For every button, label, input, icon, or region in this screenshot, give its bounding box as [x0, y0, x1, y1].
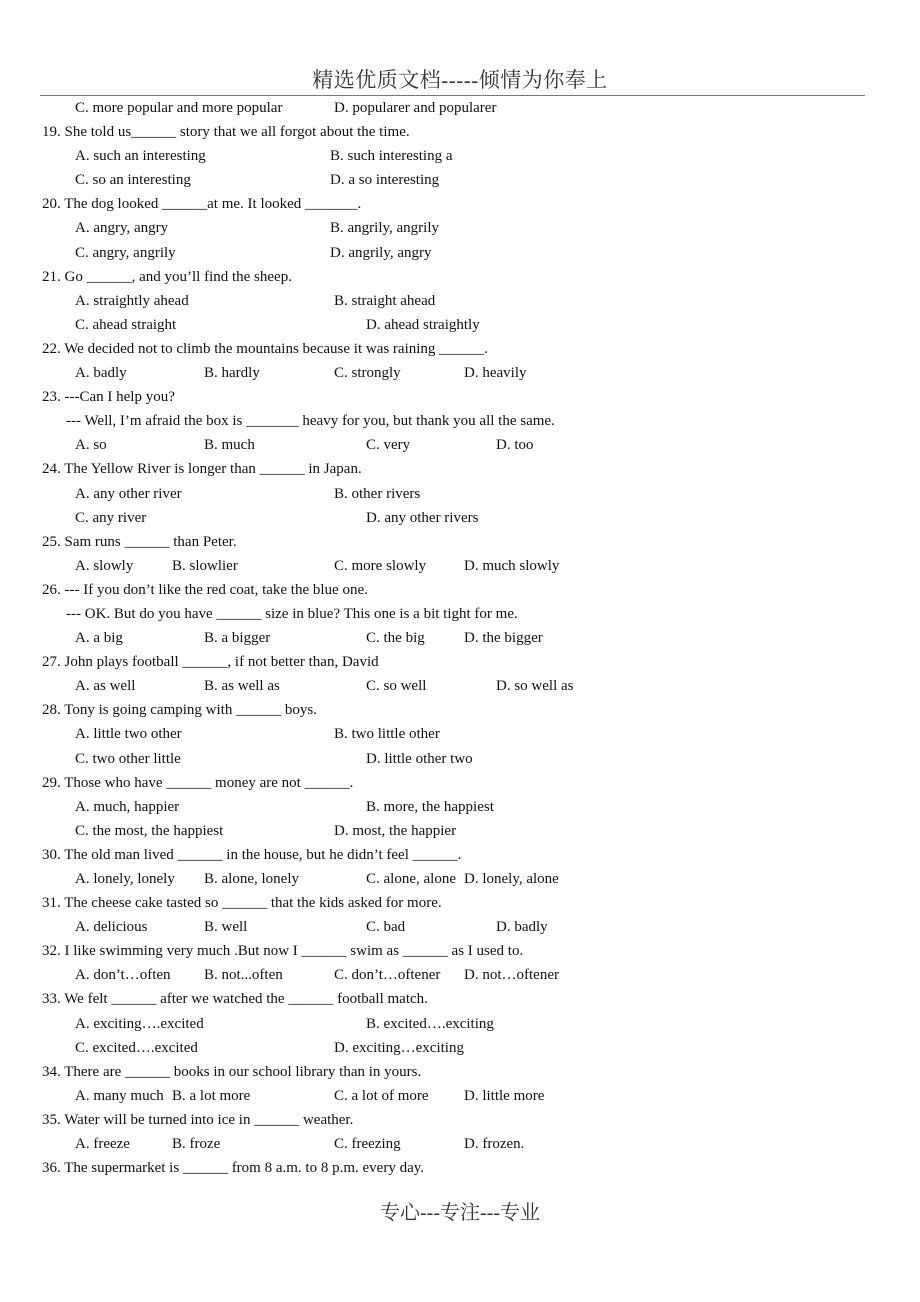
- question-stem-continued: --- Well, I’m afraid the box is _______ heavy for you, but thank you all the same.: [66, 413, 555, 430]
- option-d: D. any other rivers: [366, 509, 479, 526]
- option-a: A. angry, angry: [75, 220, 169, 237]
- options-row: [0, 795, 920, 819]
- question-stem: 24. The Yellow River is longer than ______ in Japan.: [42, 461, 362, 478]
- option-a: A. such an interesting: [75, 148, 206, 165]
- option-b: B. angrily, angrily: [330, 220, 440, 237]
- option-c: C. angry, angrily: [75, 244, 176, 261]
- option-b: B. well: [204, 919, 248, 936]
- option-b: B. alone, lonely: [204, 871, 299, 887]
- question-stem: 22. We decided not to climb the mountains because it was raining ______.: [42, 340, 488, 357]
- option-c: C. so well: [366, 678, 427, 695]
- options-row: [0, 1132, 920, 1156]
- question-stem: 21. Go ______, and you’ll find the sheep.: [42, 268, 292, 285]
- option-d: D. exciting…exciting: [334, 1039, 464, 1056]
- options-row: [0, 963, 920, 987]
- options-row: [0, 867, 920, 891]
- options-row: [0, 506, 920, 530]
- options-row: [0, 241, 920, 265]
- question-stem: 34. There are ______ books in our school library than in yours.: [42, 1063, 422, 1080]
- option-d: D. lonely, alone: [464, 871, 559, 887]
- options-row: [0, 433, 920, 457]
- option-a: A. badly: [75, 365, 127, 382]
- option-d: D. little other two: [366, 750, 473, 767]
- option-d: D. ahead straightly: [366, 316, 480, 333]
- option-c: C. alone, alone: [366, 871, 456, 887]
- option-a: A. freeze: [75, 1136, 130, 1153]
- option-a: A. any other river: [75, 485, 182, 502]
- option-c: C. any river: [75, 509, 147, 526]
- question-stem: 30. The old man lived ______ in the house, but he didn’t feel ______.: [42, 846, 462, 863]
- question-stem: 29. Those who have ______ money are not ______.: [42, 774, 354, 791]
- option-b: B. hardly: [204, 365, 260, 382]
- option-a: A. so: [75, 437, 107, 454]
- question-stem: 20. The dog looked ______at me. It looked _______.: [42, 196, 362, 213]
- option-d: D. not…oftener: [464, 967, 559, 984]
- options-row: [0, 361, 920, 385]
- option-b: B. as well as: [204, 678, 280, 695]
- option-b: B. slowlier: [172, 557, 238, 574]
- option-a: A. straightly ahead: [75, 292, 189, 309]
- option-c: C. the most, the happiest: [75, 822, 224, 839]
- option-c: C. more popular and more popular: [75, 100, 283, 116]
- options-row: [0, 554, 920, 578]
- option-c: C. so an interesting: [75, 172, 191, 189]
- option-c: C. ahead straight: [75, 316, 177, 333]
- option-b: B. excited….exciting: [366, 1015, 494, 1032]
- options-row: [0, 1036, 920, 1060]
- options-row: [0, 674, 920, 698]
- options-row: [0, 168, 920, 192]
- options-row: [0, 1084, 920, 1108]
- options-row: [0, 819, 920, 843]
- options-row: [0, 144, 920, 168]
- option-d: D. frozen.: [464, 1136, 525, 1153]
- option-a: A. many much: [75, 1087, 164, 1104]
- options-row: [0, 626, 920, 650]
- option-c: C. a lot of more: [334, 1087, 429, 1104]
- option-d: D. popularer and popularer: [334, 100, 497, 116]
- option-d: D. little more: [464, 1087, 545, 1104]
- option-b: B. two little other: [334, 726, 440, 743]
- options-row: [0, 747, 920, 771]
- option-b: B. more, the happiest: [366, 798, 494, 815]
- options-row: [0, 722, 920, 746]
- question-stem: 27. John plays football ______, if not better than, David: [42, 654, 379, 671]
- option-d: D. too: [496, 437, 534, 454]
- question-stem: 35. Water will be turned into ice in ______ weather.: [42, 1111, 354, 1128]
- question-stem: 31. The cheese cake tasted so ______ that the kids asked for more.: [42, 895, 442, 912]
- option-d: D. angrily, angry: [330, 244, 432, 261]
- option-c: C. bad: [366, 919, 406, 936]
- option-b: B. froze: [172, 1136, 221, 1153]
- options-row: [0, 216, 920, 240]
- question-stem: 26. --- If you don’t like the red coat, take the blue one.: [42, 581, 368, 598]
- option-c: C. freezing: [334, 1136, 401, 1153]
- options-row: [0, 482, 920, 506]
- question-stem: 36. The supermarket is ______ from 8 a.m. to 8 p.m. every day.: [42, 1160, 425, 1177]
- option-b: B. not...often: [204, 967, 283, 984]
- option-b: B. a bigger: [204, 630, 271, 647]
- question-stem: 28. Tony is going camping with ______ boys.: [42, 702, 317, 719]
- question-list: [0, 96, 920, 1180]
- question-stem: 23. ---Can I help you?: [42, 389, 175, 406]
- option-a: A. don’t…often: [75, 967, 171, 984]
- option-a: A. a big: [75, 630, 123, 647]
- option-b: B. straight ahead: [334, 292, 436, 309]
- option-a: A. much, happier: [75, 798, 180, 815]
- option-c: C. very: [366, 437, 411, 454]
- option-d: D. heavily: [464, 365, 527, 382]
- options-row: [0, 1012, 920, 1036]
- option-a: A. little two other: [75, 726, 182, 743]
- option-c: C. the big: [366, 630, 425, 647]
- option-b: B. such interesting a: [330, 148, 453, 165]
- option-d: D. so well as: [496, 678, 574, 695]
- option-c: C. two other little: [75, 750, 181, 767]
- option-d: D. much slowly: [464, 557, 560, 574]
- option-a: A. delicious: [75, 919, 148, 936]
- option-d: D. badly: [496, 919, 548, 936]
- option-b: B. a lot more: [172, 1087, 251, 1104]
- question-stem: 32. I like swimming very much .But now I ______ swim as ______ as I used to.: [42, 943, 524, 960]
- option-d: D. the bigger: [464, 630, 543, 647]
- option-a: A. exciting….excited: [75, 1015, 204, 1032]
- option-a: A. lonely, lonely: [75, 871, 175, 887]
- option-c: C. strongly: [334, 365, 401, 382]
- options-row: [0, 289, 920, 313]
- question-stem: 25. Sam runs ______ than Peter.: [42, 533, 237, 550]
- option-b: B. much: [204, 437, 255, 454]
- question-stem: 19. She told us______ story that we all forgot about the time.: [42, 124, 410, 141]
- option-c: C. don’t…oftener: [334, 967, 441, 984]
- options-row: [0, 915, 920, 939]
- option-c: C. more slowly: [334, 557, 427, 574]
- page-header: 精选优质文档-----倾情为你奉上: [312, 68, 608, 92]
- option-b: B. other rivers: [334, 485, 421, 502]
- question-stem: 33. We felt ______ after we watched the ______ football match.: [42, 991, 428, 1008]
- options-row: [0, 313, 920, 337]
- options-row: [0, 96, 920, 120]
- option-a: A. as well: [75, 678, 136, 695]
- option-c: C. excited….excited: [75, 1039, 198, 1056]
- page-footer: 专心---专注---专业: [380, 1202, 540, 1224]
- option-a: A. slowly: [75, 557, 134, 574]
- option-d: D. most, the happier: [334, 822, 457, 839]
- option-d: D. a so interesting: [330, 172, 440, 189]
- question-stem-continued: --- OK. But do you have ______ size in blue? This one is a bit tight for me.: [66, 605, 518, 622]
